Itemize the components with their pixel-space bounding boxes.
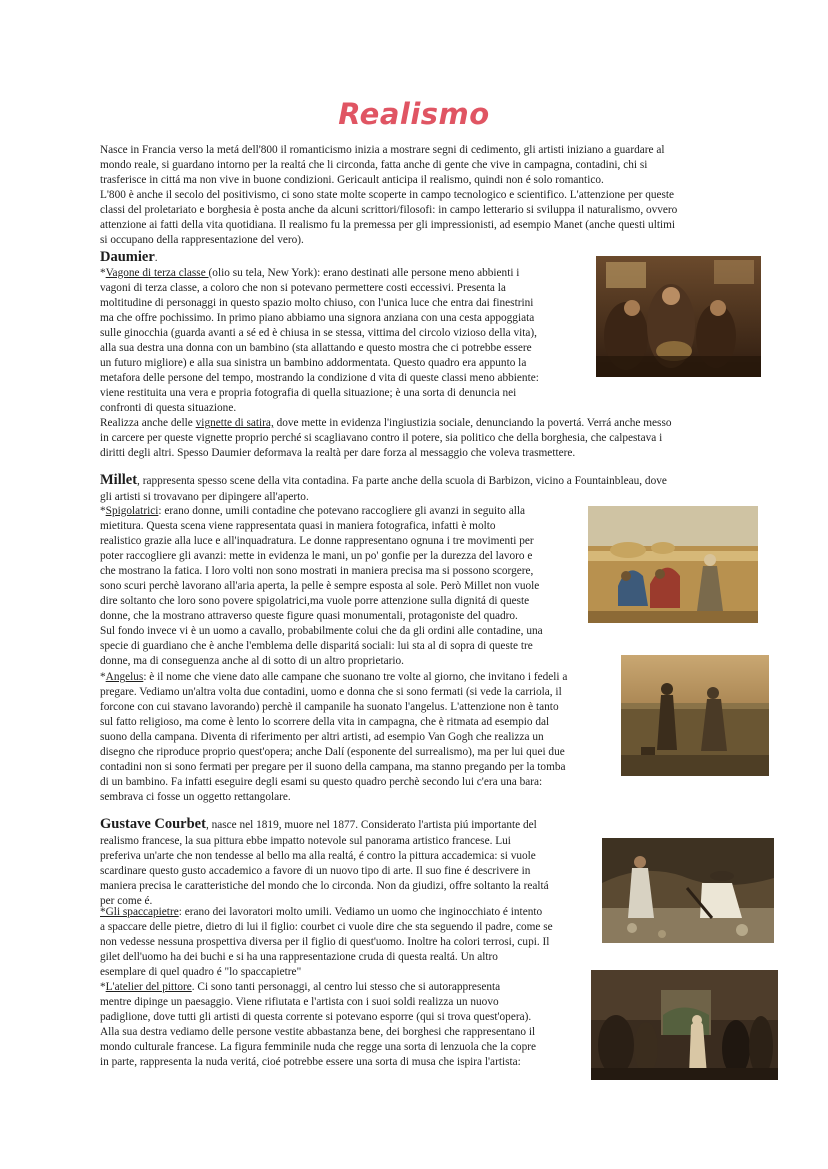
text-line <box>100 905 553 920</box>
text-line: gli artisti si trovavano per dipingere all'aperto. <box>100 491 309 503</box>
painting-atelier-del-pittore <box>591 970 778 1080</box>
text-span: (olio su tela, New York): erano destinati alle persone meno abbienti i <box>208 267 520 279</box>
text-line: di un bambino. Fa infatti eseguire degli esami su questo quadro perchè secondo lui c'era una bara: <box>100 776 543 788</box>
text-span: , rappresenta spesso scene della vita contadina. Fa parte anche della scuola di Barbizon, vicino a Fountainbleau, dove <box>137 475 667 487</box>
text-line: mietitura. Questa scena viene rappresentata quasi in maniera fotografica, infatti è molto <box>100 520 496 532</box>
text-line: trasferisce in cittá ma non vive in buone condizioni. Gericault anticipa il realismo, quindi non é solo romantico. <box>100 174 604 186</box>
text-line: moltitudine di personaggi in questo spazio molto chiuso, con l'unica luce che entra dai finestrini <box>100 297 534 309</box>
work-title-spaccapietre: *Gli spaccapietre <box>100 906 179 918</box>
courbet-intro <box>100 816 549 909</box>
text-line: mondo culturale francese. La figura femminile nuda che regge una sorta di lenzuola che la copre <box>100 1041 536 1053</box>
text-line: esemplare di quel quadro é "lo spaccapietre" <box>100 966 302 978</box>
work-title-angelus: Angelus <box>105 671 144 683</box>
text-line: si occupano della rappresentazione del vero). <box>100 234 304 246</box>
text-line: non vedesse nessuna prospettiva diversa per il figlio di quest'uomo. Inoltre ha colori terrosi, cupi. Il <box>100 936 550 948</box>
text-line: disegno che riproduce proprio quest'opera; anche Dalí (esponente del surrealismo), ma per lui quei due <box>100 746 565 758</box>
text-line: specie di guardiano che è anche l'emblema delle disparitá sociali: lui sta al di sopra di queste tre <box>100 640 533 652</box>
text-line: viene restituita una vera e propria fotografia di quella situazione; è una sorta di denuncia nei <box>100 387 517 399</box>
text-span: , nasce nel 1819, muore nel 1877. Considerato l'artista piú importante del <box>205 819 537 831</box>
painting-vagone-terza-classe <box>596 256 761 377</box>
text-line: mentre dipinge un paesaggio. Viene rifiutata e l'artista con i suoi soldi realizza un nuovo <box>100 996 499 1008</box>
bullet-star: * <box>100 981 106 993</box>
text-line: donne, ma di conseguenza anche al di sotto di un altro proprietario. <box>100 655 404 667</box>
page-title: Realismo <box>338 97 490 131</box>
text-line: pregare. Vediamo un'altra volta due contadini, uomo e donna che si sono fermati (si vede la carriola, il <box>100 686 562 698</box>
painting-angelus <box>621 655 769 776</box>
text-line: padiglione, dove tutti gli artisti di questa corrente si potevano esporre (qui si trova quest'opera). <box>100 1011 532 1023</box>
text-line: per come é. <box>100 895 153 907</box>
text-line <box>100 416 671 431</box>
text-span: : erano dei lavoratori molto umili. Vediamo un uomo che inginocchiato é intento <box>178 906 543 918</box>
millet-intro <box>100 472 667 505</box>
work-title-vagone: Vagone di terza classe <box>105 267 209 279</box>
text-line <box>100 504 543 519</box>
text-line: attenzione ai fatti della vita quotidiana. Il realismo fu la premessa per gli impressionisti, ad esempio Manet (anche questi ultimi <box>100 219 676 231</box>
text-line: diritti degli altri. Spesso Daumier deformava la realtà per dare forza al messaggio che voleva trasmettere. <box>100 447 576 459</box>
text-line: realistico grazie alla luce e all'inquadratura. Le donne rappresentano ognuna i tre movimenti per <box>100 535 534 547</box>
daumier-heading-tail: . <box>154 252 158 264</box>
painting-spigolatrici <box>588 506 758 623</box>
text-line: Nasce in Francia verso la metá dell'800 il romanticismo inizia a mostrare segni di cedimento, gli artisti iniziano a guardare al <box>100 144 665 156</box>
text-line: sono scuri perchè lavorano all'aria aperta, la pelle è sempre esposta al sole. Però Millet non vuole <box>100 580 540 592</box>
daumier-heading <box>100 248 158 267</box>
work-title-atelier: L'atelier del pittore <box>105 981 192 993</box>
atelier-paragraph <box>100 980 536 1070</box>
text-line: ma che offre pochissimo. In primo piano abbiamo una signora anziana con una cesta appoggiata <box>100 312 535 324</box>
work-title-vignette: vignette di satira, <box>195 417 274 429</box>
text-line: sulle ginocchia (guarda avanti a sé ed è chiusa in se stessa, vittima del circolo vizioso della vita), <box>100 327 537 339</box>
intro-paragraph <box>100 143 677 248</box>
text-line: confronti di questa situazione. <box>100 402 237 414</box>
painting-spaccapietre <box>602 838 774 943</box>
text-line: dire soltanto che loro sono povere spigolatrici,ma vuole porre attenzione sulla dignitá di queste <box>100 595 530 607</box>
courbet-heading: Gustave Courbet <box>100 816 206 832</box>
text-span: Realizza anche delle <box>100 417 196 429</box>
text-line <box>100 980 536 995</box>
text-line: Alla sua destra vediamo delle persone vestite abbastanza bene, dei borghesi che rappresentano il <box>100 1026 536 1038</box>
text-line: suono della campana. Diventa di riferimento per altri artisti, ad esempio Van Gogh che realizza un <box>100 731 544 743</box>
text-line: scardinare questo gusto accademico a favore di un nuovo tipo di arte. Il suo fine é descrivere in <box>100 865 531 877</box>
bullet-star: * <box>100 267 106 279</box>
text-line: metafora delle persone del tempo, mostrando la condizione d vita di queste classi meno abbiente: <box>100 372 539 384</box>
text-span: . Ci sono tanti personaggi, al centro lui stesso che si autorappresenta <box>191 981 501 993</box>
spaccapietre-paragraph <box>100 905 553 980</box>
text-line: in parte, rappresenta la nuda veritá, cioé potrebbe essere una sorta di musa che ispira l'artista: <box>100 1056 521 1068</box>
bullet-star: * <box>100 671 106 683</box>
text-line: contadini non si sono fermati per pregare per il suono della campana, ma stanno pregando per la tomba <box>100 761 566 773</box>
text-line: vagoni di terza classe, a coloro che non si potevano permettere costi eccessivi. Presenta la <box>100 282 506 294</box>
work-title-spigolatrici: Spigolatrici <box>105 505 159 517</box>
daumier-heading-text: Daumier <box>100 249 155 265</box>
text-line: sul fatto religioso, ma come è lento lo scorrere della vita in campagna, che è ritmata ad esempio dal <box>100 716 550 728</box>
text-line: in carcere per queste vignette proprio perché si scagliavano contro il potere, sia politico che della borghesia, che calpestava i <box>100 432 663 444</box>
text-line: che mostrano la fatica. I loro volti non sono mostrati in maniera precisa ma si possono scorgere, <box>100 565 534 577</box>
text-line <box>100 266 671 281</box>
text-line <box>100 670 567 685</box>
text-span: : è il nome che viene dato alle campane che suonano tre volte al giorno, che invitano i fedeli a <box>143 671 568 683</box>
text-line: sembrava ci fosse un oggetto rettangolare. <box>100 791 291 803</box>
text-line: forcone con cui stavano lavorando) perchè il campanile ha suonato l'angelus. L'attenzione non è tanto <box>100 701 559 713</box>
text-line: un futuro migliore) e alla sua sinistra un bambino addormentata. Questo quadro era appunto la <box>100 357 527 369</box>
text-line <box>100 816 549 834</box>
text-line: gilet dell'uomo ha dei buchi e si ha una rappresentazione cruda di questa realtá. Un altro <box>100 951 498 963</box>
text-line: maniera precisa le caratteristiche del mondo che lo circonda. Non da giudizi, offre soltanto la realtá <box>100 880 549 892</box>
text-line: a spaccare delle pietre, dietro di lui il figlio: courbet ci vuole dire che sta seguendo il padre, come se <box>100 921 553 933</box>
text-line: poter raccogliere gli avanzi: mette in evidenza le mani, un po' gonfie per la durezza del lavoro e <box>100 550 533 562</box>
text-line: alla sua destra una donna con un bambino (sta allattando e questo mostra che ci potrebbe essere <box>100 342 532 354</box>
spigolatrici-paragraph <box>100 504 543 669</box>
text-line: classi del proletariato e borghesia è posta anche da alcuni scrittori/filosofi: in campo letterario si sviluppa il naturalismo, ovvero <box>100 204 678 216</box>
text-span: : erano donne, umili contadine che potevano raccogliere gli avanzi in seguito alla <box>158 505 526 517</box>
text-line: Sul fondo invece vi è un uomo a cavallo, probabilmente colui che da gli ordini alle contadine, una <box>100 625 543 637</box>
millet-heading: Millet <box>100 472 138 488</box>
angelus-paragraph <box>100 670 567 805</box>
text-span: dove mette in evidenza l'ingiustizia sociale, denunciando la povertá. Verrá anche messo <box>273 417 672 429</box>
bullet-star: * <box>100 505 106 517</box>
text-line <box>100 472 667 490</box>
text-line: L'800 è anche il secolo del positivismo, ci sono state molte scoperte in campo tecnologico e scientifico. L'attenzione per queste <box>100 189 675 201</box>
text-line: mondo reale, si guardano intorno per la realtá che li circonda, fatta anche di gente che vive in campagna, contadini, chi si <box>100 159 648 171</box>
text-line: preferiva un'arte che non tendesse al bello ma alla realtá, é contro la pittura accademica: si vuole <box>100 850 536 862</box>
text-line: donne, che la mostrano attraverso queste figure quasi monumentali, protagoniste del quadro. <box>100 610 518 622</box>
daumier-paragraph <box>100 266 671 461</box>
text-line: realismo francese, la sua pittura ebbe impatto notevole sul panorama artistico francese. Lui <box>100 835 511 847</box>
